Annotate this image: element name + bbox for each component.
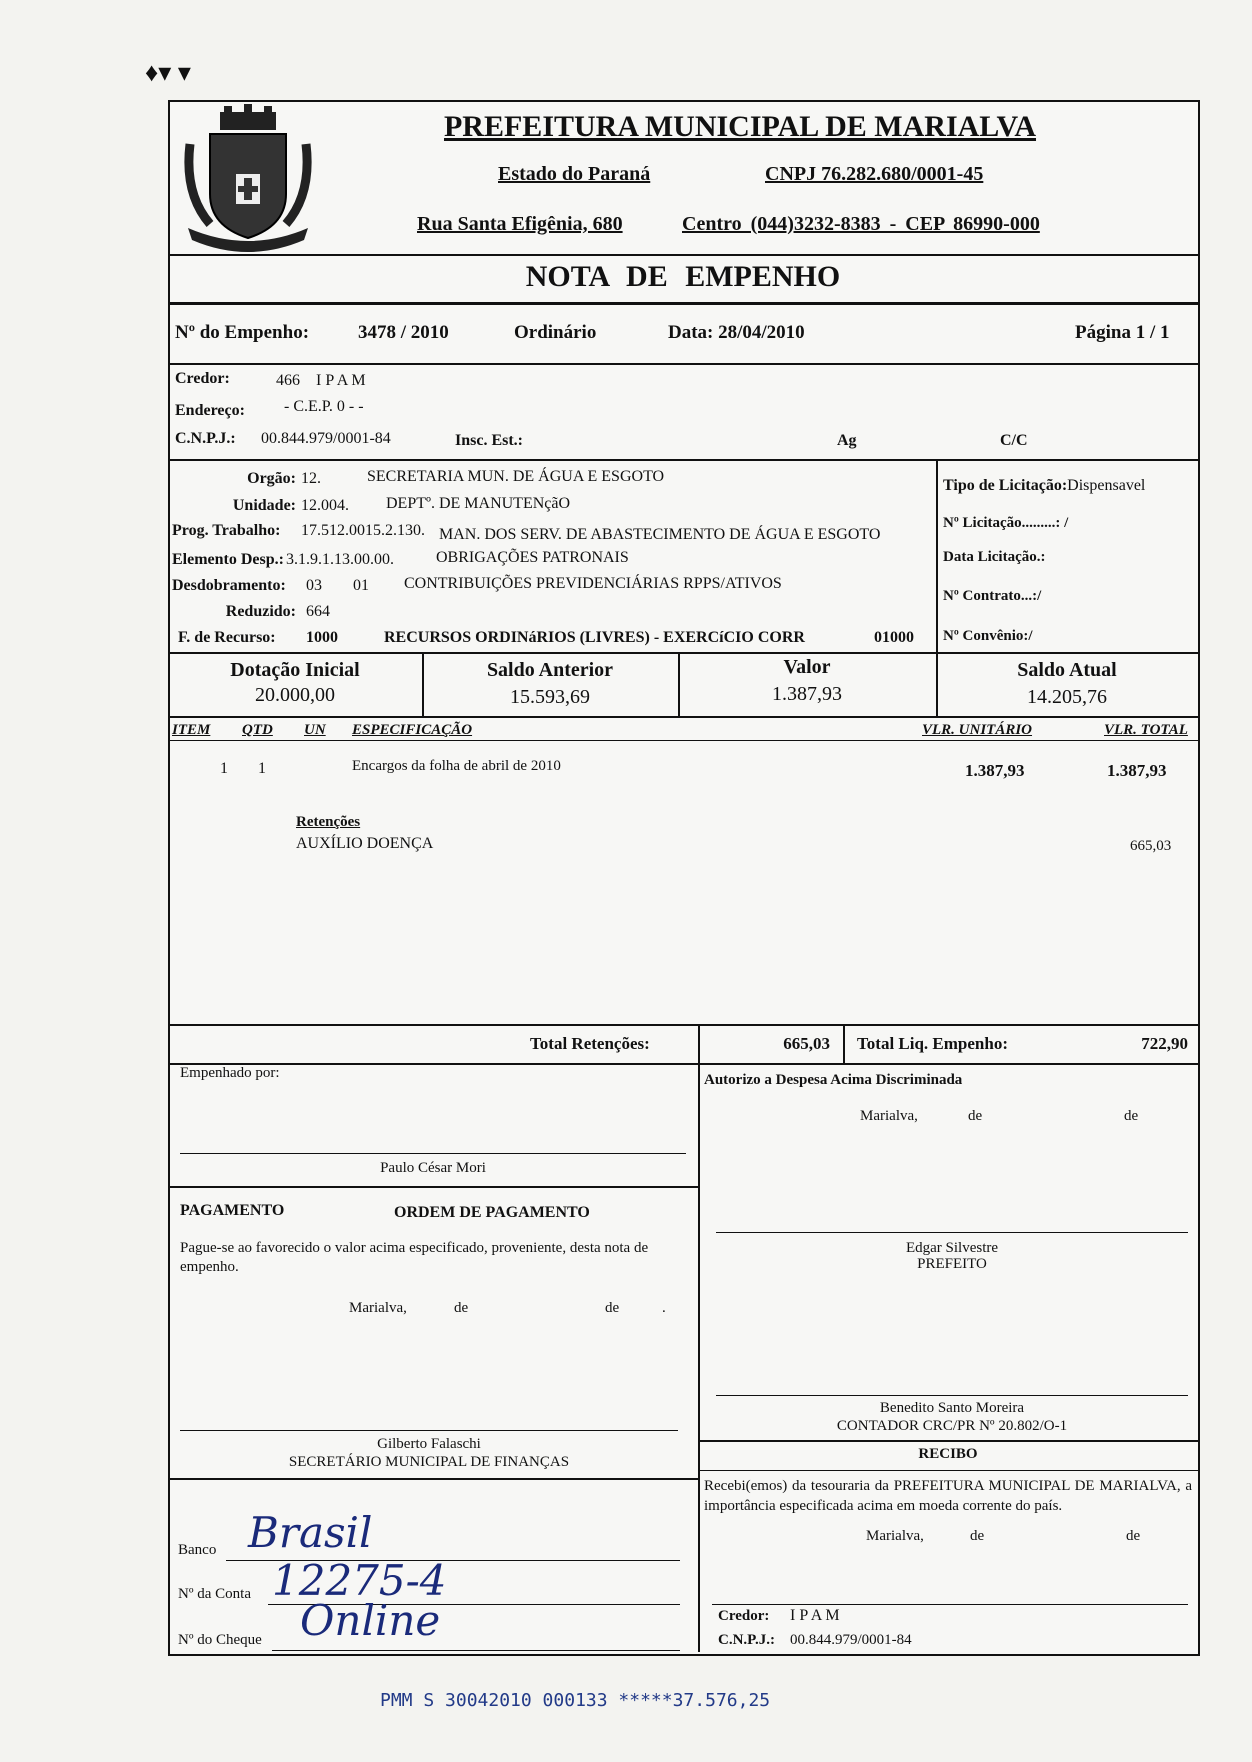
credor-label: Credor: <box>175 370 230 387</box>
empenho-type: Ordinário <box>514 322 597 343</box>
right-de2: de <box>1124 1108 1139 1124</box>
autorizo-text: Autorizo a Despesa Acima Discriminada <box>704 1072 963 1088</box>
desd-code1: 03 <box>306 577 322 594</box>
empenho-number-label: Nº do Empenho: <box>175 322 310 343</box>
convenio-label: Nº Convênio:/ <box>943 628 1033 644</box>
elem-code: 3.1.9.1.13.00.00. <box>286 551 394 568</box>
desd-desc: CONTRIBUIÇÕES PREVIDENCIÁRIAS RPPS/ATIVOS <box>404 575 782 592</box>
col-item: ITEM <box>172 722 211 738</box>
tipo-licitacao-value: Dispensavel <box>1067 477 1146 494</box>
sec-title: SECRETÁRIO MUNICIPAL DE FINANÇAS <box>288 1454 570 1470</box>
cheque-signature: Online <box>300 1596 441 1645</box>
unidade-code: 12.004. <box>301 497 349 514</box>
reduzido-code: 664 <box>306 603 330 620</box>
data-licitacao-label: Data Licitação.: <box>943 549 1046 565</box>
total-retencoes-label: Total Retenções: <box>530 1034 650 1053</box>
credor-code: 466 <box>276 372 300 389</box>
retencao-value: 665,03 <box>1130 838 1172 854</box>
pague-text: Pague-se ao favorecido o valor acima especificado, proveniente, desta nota de empenho. <box>180 1240 649 1275</box>
col-vlr-total: VLR. TOTAL <box>1104 722 1188 738</box>
orgao-label: Orgão: <box>247 470 296 487</box>
valor-value: 1.387,93 <box>772 683 842 705</box>
left-marialva: Marialva, <box>349 1300 407 1316</box>
coat-of-arms-icon <box>180 104 316 256</box>
dotacao-value: 20.000,00 <box>255 684 335 706</box>
empenho-number: 3478 / 2010 <box>358 322 449 343</box>
banco-signature: Brasil <box>248 1508 373 1557</box>
col-espec: ESPECIFICAÇÃO <box>352 722 473 738</box>
saldo-anterior-value: 15.593,69 <box>510 686 590 708</box>
item-total: 1.387,93 <box>1107 761 1167 780</box>
empenhado-label: Empenhado por: <box>180 1065 280 1081</box>
item-espec: Encargos da folha de abril de 2010 <box>352 758 561 774</box>
right-de1: de <box>968 1108 983 1124</box>
empenho-page: Página 1 / 1 <box>1075 322 1170 343</box>
prog-code: 17.512.0015.2.130. <box>301 522 425 539</box>
cnpj-value: 00.844.979/0001-84 <box>261 430 391 447</box>
item-unit: 1.387,93 <box>965 761 1025 780</box>
col-qtd: QTD <box>242 722 273 738</box>
orgao-code: 12. <box>301 470 321 487</box>
elem-desc: OBRIGAÇÕES PATRONAIS <box>436 549 629 566</box>
desd-code2: 01 <box>353 577 369 594</box>
recibo-de2: de <box>1126 1528 1141 1544</box>
prefeito-title: PREFEITO <box>917 1256 987 1272</box>
valor-label: Valor <box>783 656 831 678</box>
header-cnpj: CNPJ 76.282.680/0001-45 <box>765 163 984 185</box>
recibo-de1: de <box>970 1528 985 1544</box>
banco-label: Banco <box>178 1542 217 1558</box>
pagamento-label: PAGAMENTO <box>180 1202 285 1219</box>
empenho-date: Data: 28/04/2010 <box>668 322 805 343</box>
total-liq-label: Total Liq. Empenho: <box>857 1034 1008 1053</box>
unidade-label: Unidade: <box>232 497 296 514</box>
prefeito-name: Edgar Silvestre <box>905 1240 999 1256</box>
retencao-name: AUXÍLIO DOENÇA <box>296 835 434 852</box>
header-title: PREFEITURA MUNICIPAL DE MARIALVA <box>443 110 1037 143</box>
conta-signature: 12275-4 <box>272 1556 447 1605</box>
total-retencoes-value: 665,03 <box>783 1034 830 1053</box>
saldo-anterior-label: Saldo Anterior <box>486 659 614 681</box>
empenhado-name: Paulo César Mori <box>380 1160 486 1176</box>
contador-title: CONTADOR CRC/PR Nº 20.802/O-1 <box>836 1418 1068 1434</box>
header-address: Rua Santa Efigênia, 680 <box>417 213 623 235</box>
header-address-rest: Centro (044)3232-8383 - CEP 86990-000 <box>682 213 1040 235</box>
num-licitacao-label: Nº Licitação.........: / <box>943 515 1069 531</box>
saldo-atual-label: Saldo Atual <box>1017 659 1117 681</box>
tipo-licitacao-label: Tipo de Licitação:Dispensavel <box>943 477 1146 494</box>
elem-label: Elemento Desp.: <box>172 551 284 568</box>
recibo-text: Recebi(emos) da tesouraria da PREFEITURA MUNICIPAL DE MARIALVA, a importância especificada acima em moeda corrente do país. <box>704 1478 1192 1514</box>
recibo-credor-label: Credor: <box>718 1608 770 1624</box>
fonte-code: 1000 <box>306 629 338 646</box>
scan-mark: ♦▾ ▾ <box>145 58 191 87</box>
retencoes-label: Retenções <box>296 814 361 830</box>
endereco-value: - C.E.P. 0 - - <box>284 398 364 415</box>
recibo-marialva: Marialva, <box>866 1528 924 1544</box>
left-de1: de <box>454 1300 469 1316</box>
fonte-label: F. de Recurso: <box>178 629 276 646</box>
ag-label: Ag <box>837 432 857 449</box>
doc-title: NOTA DE EMPENHO <box>525 260 841 293</box>
total-liq-value: 722,90 <box>1141 1034 1188 1053</box>
header-state: Estado do Paraná <box>498 163 651 185</box>
desd-label: Desdobramento: <box>172 577 286 594</box>
recibo-cnpj-label: C.N.P.J.: <box>718 1632 775 1648</box>
saldo-atual-value: 14.205,76 <box>1027 686 1107 708</box>
cheque-label: Nº do Cheque <box>178 1632 262 1648</box>
fonte-desc: RECURSOS ORDINáRIOS (LIVRES) - EXERCíCIO CORR <box>384 629 805 646</box>
recibo-cnpj-value: 00.844.979/0001-84 <box>790 1632 912 1648</box>
insc-est-label: Insc. Est.: <box>455 432 524 449</box>
fonte-num: 01000 <box>874 629 914 646</box>
right-marialva: Marialva, <box>860 1108 918 1124</box>
unidade-desc: DEPTº. DE MANUTENçãO <box>386 495 571 512</box>
sec-name: Gilberto Falaschi <box>377 1436 481 1452</box>
col-vlr-unit: VLR. UNITÁRIO <box>922 722 1033 738</box>
contador-name: Benedito Santo Moreira <box>879 1400 1025 1416</box>
col-un: UN <box>304 722 326 738</box>
credor-name: I P A M <box>316 372 366 389</box>
cnpj-label: C.N.P.J.: <box>175 430 236 447</box>
contrato-label: Nº Contrato...:/ <box>943 588 1042 604</box>
footer-code: PMM S 30042010 000133 *****37.576,25 <box>380 1690 771 1711</box>
dotacao-label: Dotação Inicial <box>230 659 360 681</box>
reduzido-label: Reduzido: <box>225 603 296 620</box>
prog-desc: MAN. DOS SERV. DE ABASTECIMENTO DE ÁGUA E ESGOTO <box>439 526 881 543</box>
item-qtd: 1 <box>258 760 266 777</box>
left-de2: de <box>605 1300 620 1316</box>
orgao-desc: SECRETARIA MUN. DE ÁGUA E ESGOTO <box>367 468 665 485</box>
recibo-credor-value: I P A M <box>790 1607 840 1624</box>
ordem-label: ORDEM DE PAGAMENTO <box>394 1204 590 1221</box>
item-number: 1 <box>220 760 228 777</box>
recibo-label: RECIBO <box>918 1446 978 1462</box>
left-dot: . <box>662 1300 666 1316</box>
prog-label: Prog. Trabalho: <box>172 522 281 539</box>
conta-label: Nº da Conta <box>178 1586 251 1602</box>
endereco-label: Endereço: <box>175 402 245 419</box>
cc-label: C/C <box>1000 432 1028 449</box>
